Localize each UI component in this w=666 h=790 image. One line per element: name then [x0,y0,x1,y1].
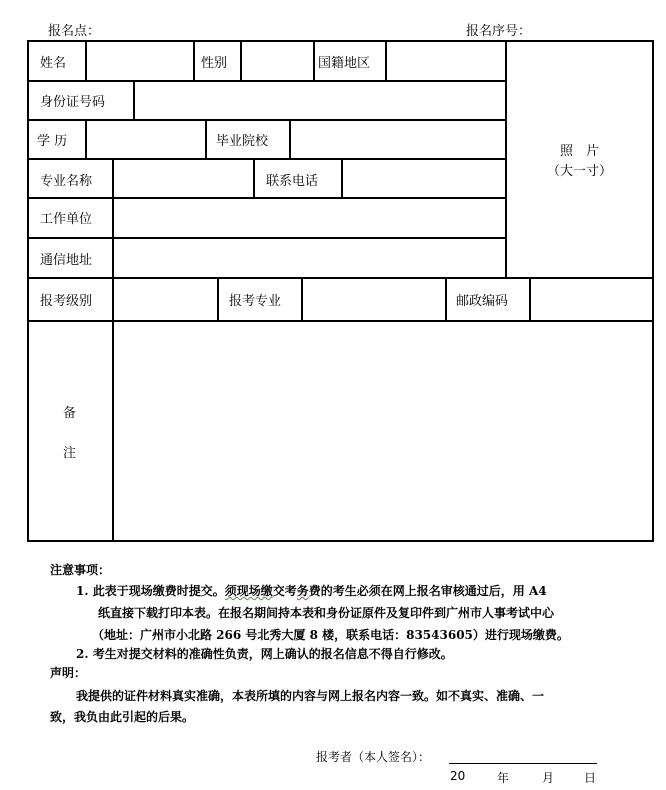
gender-label: 性别 [201,56,228,71]
col-divider [193,40,195,81]
col-divider [313,40,315,81]
col-divider [217,277,219,321]
note-text: 考生对提交材料的准确性负责，网上确认的报名信息不得自行修改。 [92,647,453,661]
signature-label: 报考者（本人签名）： [316,750,431,764]
nationality-field[interactable] [387,42,504,79]
note-item-1-number: 1. [76,584,89,598]
note-text: 务 [296,584,309,598]
notes-title: 注意事项： [50,563,111,577]
exam-level-label: 报考级别 [40,294,93,309]
col-divider [205,119,207,159]
postal-code-label: 邮政编码 [456,294,509,309]
exam-level-field[interactable] [114,279,216,319]
major-field[interactable] [114,160,252,196]
major-label: 专业名称 [40,174,93,189]
registration-number-label: 报名序号： [466,24,532,39]
table-border-left [27,40,29,542]
address-field[interactable] [114,239,504,276]
date-day-label: 日 [584,771,597,785]
note-item-2 [76,645,453,662]
employer-field[interactable] [114,199,504,236]
table-border-bottom [27,540,654,542]
col-divider [253,158,255,198]
phone-field[interactable] [343,160,504,196]
address-label: 通信地址 [40,253,93,268]
note-item-2-number: 2. [76,647,89,661]
note-text: 须现场缴 [224,584,273,598]
remarks-field[interactable] [114,322,652,540]
school-field[interactable] [291,121,504,157]
name-field[interactable] [87,42,192,79]
id-number-label: 身份证号码 [40,95,106,110]
date-month-label: 月 [542,771,555,785]
photo-label: 照 片 [559,144,599,159]
declaration-title: 声明： [50,666,87,680]
gender-field[interactable] [242,42,312,79]
date-year-prefix: 20 [450,769,466,783]
photo-box[interactable] [507,42,652,277]
school-label: 毕业院校 [216,134,269,149]
registration-site-label: 报名点： [48,24,101,39]
photo-size-label: （大一寸） [546,164,612,179]
table-border-right [652,40,654,542]
nationality-label: 国籍地区 [318,56,371,71]
signature-field[interactable] [449,748,597,764]
exam-major-label: 报考专业 [229,294,282,309]
date-year-label: 年 [497,771,510,785]
note-item-1-line-2: 纸直接下载打印本表。在报名期间持本表和身份证原件及复印件到广州市人事考试中心 [98,606,555,620]
note-item-1-line-3: （地址：广州市小北路 266 号北秀大厦 8 楼，联系电话：83543605）进行现场缴费。 [92,628,569,642]
note-text: 费的考生必须在网上报名审核通过后，用 A4 [308,584,547,598]
phone-label: 联系电话 [266,174,319,189]
postal-code-field[interactable] [531,279,652,319]
remarks-label-char2: 注 [63,446,77,461]
remarks-label-char1: 备 [63,406,77,421]
exam-major-field[interactable] [303,279,444,319]
education-field[interactable] [87,121,204,157]
note-text: 此表于现场缴费时提交。 [92,584,225,598]
declaration-line-2: 致，我负由此引起的后果。 [50,710,195,724]
id-number-field[interactable] [135,82,504,118]
employer-label: 工作单位 [40,212,93,227]
name-label: 姓名 [40,56,67,71]
col-divider [445,277,447,321]
education-label: 学 历 [37,134,68,149]
declaration-line-1: 我提供的证件材料真实准确，本表所填的内容与网上报名内容一致。如不真实、准确、一 [76,689,545,703]
note-text: 交考 [272,584,297,598]
note-item-1-line-1 [76,582,547,599]
